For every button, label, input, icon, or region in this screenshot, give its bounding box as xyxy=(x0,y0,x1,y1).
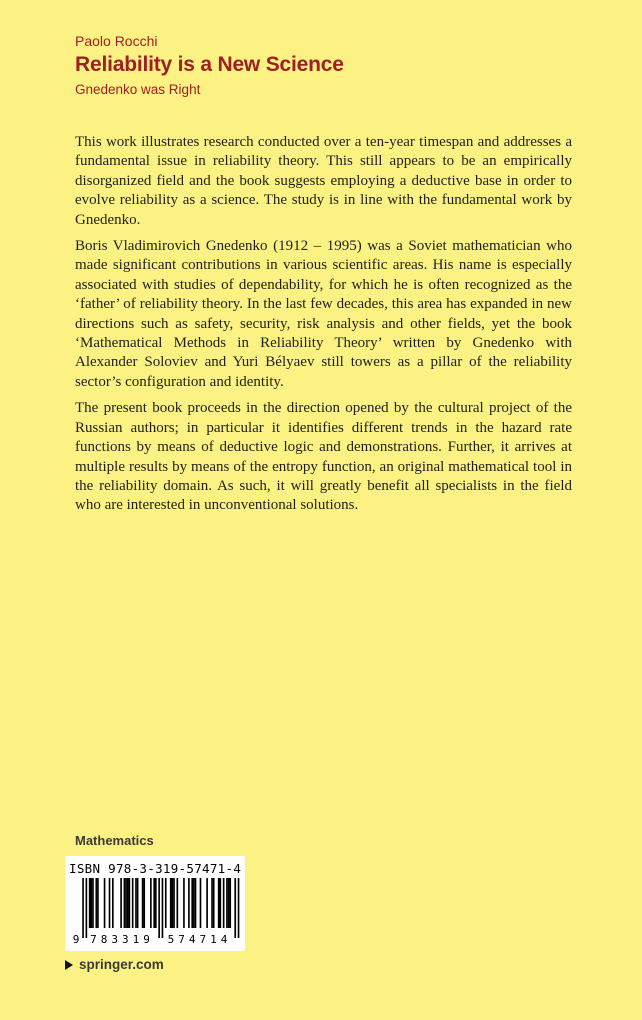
publisher-url: springer.com xyxy=(79,957,164,972)
blurb-paragraph-2: Boris Vladimirovich Gnedenko (1912 – 1995) was a Soviet mathematician who made significant contributions in various scientific areas. His name is especially associated with studies of dependability, for which he is often recognized as the ‘father’ of reliability theory. In the last few decades, this area has expanded in new directions such as safety, security, risk analysis and other fields, yet the book ‘Mathematical Methods in Reliability Theory’ written by Gnedenko with Alexander Soloviev and Yuri Bélyaev still towers as a pillar of the reliability sector’s configuration and identity. xyxy=(75,238,572,390)
barcode-digit-first: 9 xyxy=(72,933,80,946)
isbn-number: ISBN 978-3-319-57471-4 xyxy=(69,861,242,876)
author-name: Paolo Rocchi xyxy=(75,33,158,49)
book-title: Reliability is a New Science xyxy=(75,53,344,76)
barcode xyxy=(69,878,241,946)
arrow-right-icon xyxy=(65,960,73,970)
subject-category-label: Mathematics xyxy=(75,833,154,848)
barcode-digits-left: 783319 xyxy=(90,933,154,946)
isbn-barcode-box xyxy=(65,856,245,951)
book-subtitle: Gnedenko was Right xyxy=(75,82,201,97)
blurb-paragraph-3: The present book proceeds in the direction opened by the cultural project of the Russian authors; in particular it identifies different trends in the hazard rate functions by means of deductive logic and demonstrations. Further, it arrives at multiple results by means of the entropy function, an original mathematical tool in the reliability domain. As such, it will greatly benefit all specialists in the field who are interested in unconventional solutions. xyxy=(75,400,572,514)
publisher-line xyxy=(65,957,164,972)
header-block xyxy=(75,32,575,98)
blurb-paragraph-1: This work illustrates research conducted over a ten-year timespan and addresses a fundamental issue in reliability theory. This still appears to be an empirically disorganized field and the book suggests employing a deductive base in order to evolve reliability as a science. The study is in line with the fundamental work by Gnedenko. xyxy=(75,134,572,228)
blurb-text xyxy=(75,133,572,523)
barcode-digits-right: 574714 xyxy=(167,933,232,946)
